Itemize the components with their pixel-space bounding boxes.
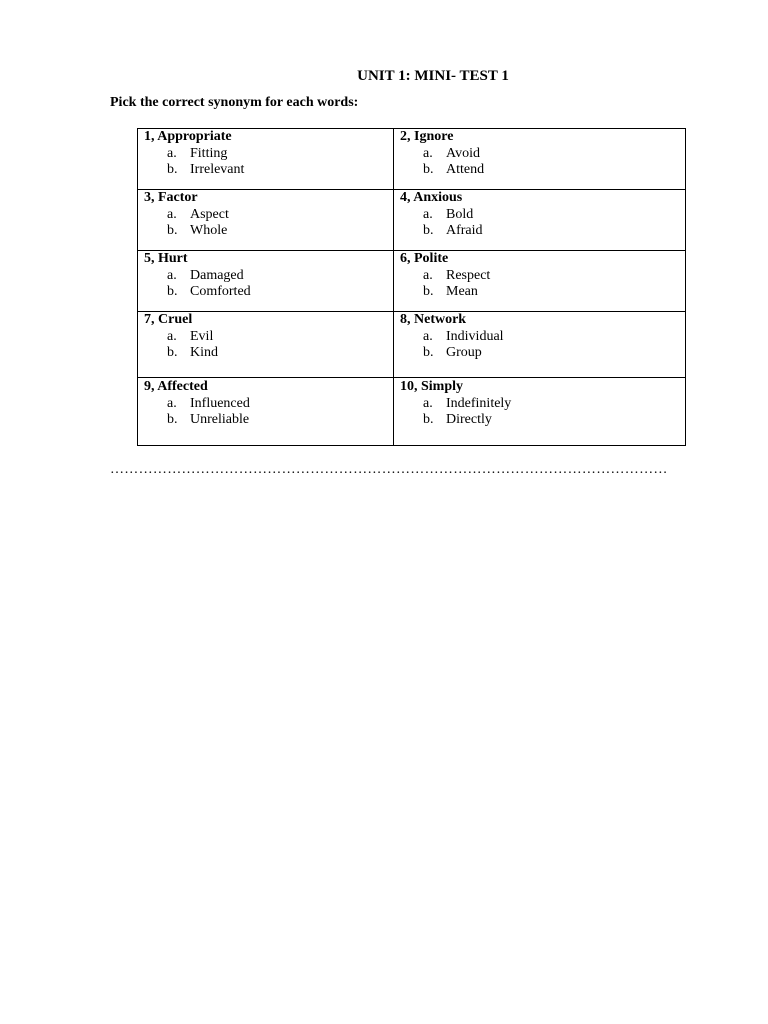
quiz-table <box>137 128 686 446</box>
question-heading: 4, Anxious <box>400 190 463 205</box>
option-letter: b. <box>423 412 434 427</box>
option-b <box>400 284 679 301</box>
question-heading: 5, Hurt <box>144 251 188 266</box>
option-b <box>144 412 387 429</box>
option-letter: b. <box>167 345 178 360</box>
option-text: Group <box>446 345 482 360</box>
option-letter: a. <box>423 206 433 222</box>
option-letter: b. <box>423 162 434 177</box>
option-letter: b. <box>423 284 434 299</box>
option-letter: a. <box>423 395 433 411</box>
question-heading: 10, Simply <box>400 379 464 394</box>
option-a <box>144 207 387 224</box>
question-cell <box>394 129 686 190</box>
question-heading: 7, Cruel <box>144 312 193 327</box>
question-heading: 8, Network <box>400 312 467 327</box>
option-text: Fitting <box>190 145 228 161</box>
question-cell <box>394 312 686 378</box>
option-text: Damaged <box>190 267 244 283</box>
option-b <box>400 412 679 429</box>
option-letter: a. <box>167 267 177 283</box>
option-a <box>400 207 679 224</box>
option-letter: a. <box>167 206 177 222</box>
page-title: UNIT 1: MINI- TEST 1 <box>357 68 509 84</box>
option-a <box>144 329 387 346</box>
option-text: Unreliable <box>190 412 250 427</box>
option-letter: a. <box>167 145 177 161</box>
option-b <box>144 284 387 301</box>
option-b <box>400 162 679 179</box>
option-letter: a. <box>167 395 177 411</box>
question-cell <box>394 251 686 312</box>
option-letter: a. <box>423 267 433 283</box>
option-letter: b. <box>423 223 434 238</box>
option-text: Comforted <box>190 284 251 299</box>
option-text: Bold <box>446 206 474 222</box>
option-b <box>144 223 387 240</box>
option-b <box>144 345 387 362</box>
option-letter: a. <box>167 328 177 344</box>
option-a <box>144 396 387 413</box>
question-cell <box>138 312 394 378</box>
option-text: Attend <box>446 162 485 177</box>
table-row <box>138 312 686 378</box>
table-row <box>138 129 686 190</box>
option-text: Individual <box>446 328 504 344</box>
question-heading: 6, Polite <box>400 251 449 266</box>
option-text: Respect <box>446 267 491 283</box>
option-b <box>144 162 387 179</box>
option-text: Afraid <box>446 223 483 238</box>
question-cell <box>138 251 394 312</box>
table-row <box>138 378 686 446</box>
option-b <box>400 223 679 240</box>
option-text: Whole <box>190 223 228 238</box>
option-a <box>400 268 679 285</box>
option-b <box>400 345 679 362</box>
table-row <box>138 251 686 312</box>
question-cell <box>394 190 686 251</box>
option-letter: b. <box>167 412 178 427</box>
option-letter: b. <box>167 284 178 299</box>
dotted-separator: ……………………………………………………………………………………………………… <box>110 462 668 477</box>
option-a <box>400 146 679 163</box>
question-cell <box>138 129 394 190</box>
option-text: Kind <box>190 345 218 360</box>
option-a <box>144 146 387 163</box>
question-cell <box>394 378 686 446</box>
instruction-text: Pick the correct synonym for each words: <box>110 95 359 110</box>
option-text: Directly <box>446 412 492 427</box>
option-letter: a. <box>423 145 433 161</box>
question-heading: 2, Ignore <box>400 129 454 144</box>
question-cell <box>138 378 394 446</box>
option-letter: b. <box>167 223 178 238</box>
question-cell <box>138 190 394 251</box>
option-text: Avoid <box>446 145 480 161</box>
option-letter: b. <box>423 345 434 360</box>
option-text: Evil <box>190 328 214 344</box>
question-heading: 9, Affected <box>144 379 208 394</box>
question-heading: 3, Factor <box>144 190 198 205</box>
option-text: Irrelevant <box>190 162 245 177</box>
table-row <box>138 190 686 251</box>
option-text: Mean <box>446 284 478 299</box>
option-a <box>144 268 387 285</box>
option-text: Indefinitely <box>446 395 512 411</box>
option-a <box>400 396 679 413</box>
question-heading: 1, Appropriate <box>144 129 232 144</box>
option-a <box>400 329 679 346</box>
option-text: Influenced <box>190 395 250 411</box>
option-text: Aspect <box>190 206 229 222</box>
option-letter: a. <box>423 328 433 344</box>
option-letter: b. <box>167 162 178 177</box>
